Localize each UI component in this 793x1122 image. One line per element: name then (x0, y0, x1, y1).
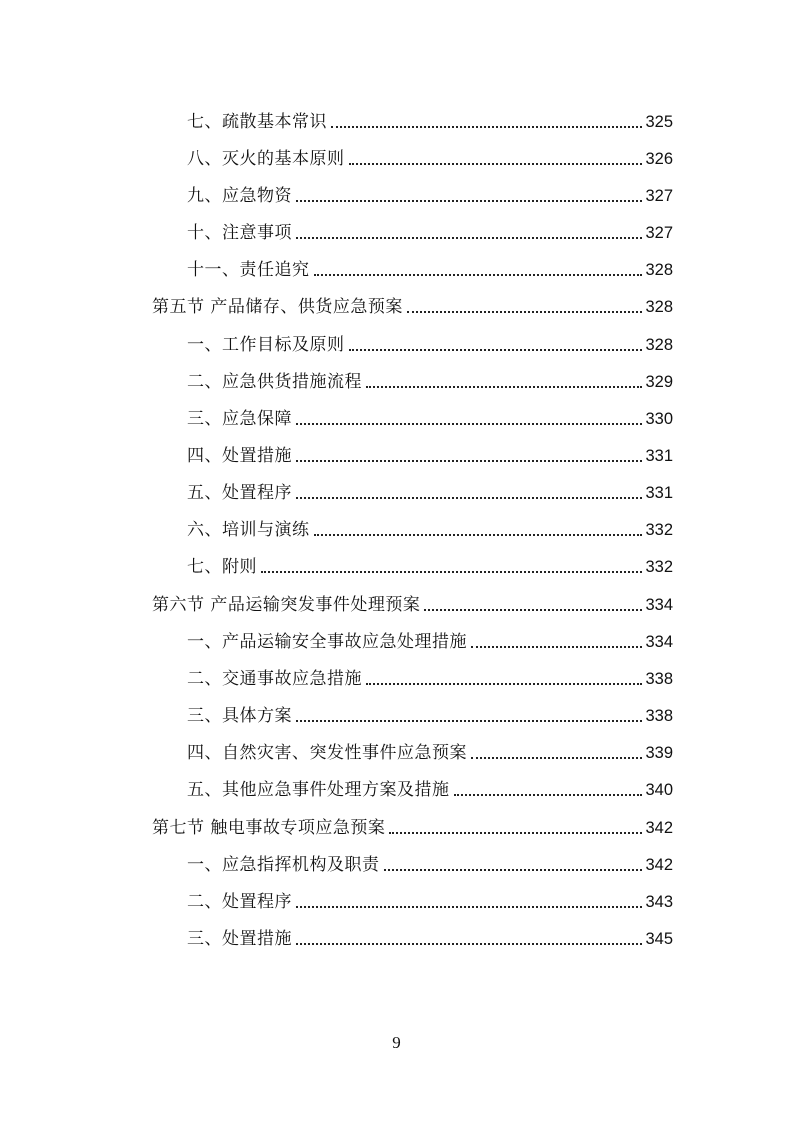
toc-leader-dots (349, 349, 643, 351)
toc-entry-title: 十一、责任追究 (187, 260, 310, 280)
toc-entry[interactable] (0, 177, 793, 207)
toc-entry-page: 328 (645, 298, 673, 316)
toc-leader-dots (454, 794, 643, 796)
toc-entry-page: 327 (645, 224, 673, 242)
toc-entry-title: 十、注意事项 (187, 223, 292, 243)
toc-entry-title: 七、附则 (187, 557, 257, 577)
toc-leader-dots (471, 757, 642, 759)
toc-entry[interactable] (0, 214, 793, 244)
toc-entry[interactable] (0, 846, 793, 876)
toc-entry-title: 八、灭火的基本原则 (187, 149, 345, 169)
toc-entry[interactable] (0, 920, 793, 950)
toc-entry-page: 328 (645, 336, 673, 354)
toc-entry[interactable] (0, 511, 793, 541)
toc-entry-page: 338 (645, 707, 673, 725)
toc-entry[interactable] (0, 548, 793, 578)
toc-leader-dots (296, 906, 642, 908)
toc-entry-page: 343 (645, 893, 673, 911)
toc-leader-dots (296, 497, 642, 499)
toc-entry-page: 325 (645, 113, 673, 131)
toc-entry-title: 二、交通事故应急措施 (187, 669, 362, 689)
toc-entry[interactable] (0, 883, 793, 913)
toc-entry[interactable] (0, 771, 793, 801)
toc-entry[interactable] (0, 437, 793, 467)
toc-entry[interactable] (0, 697, 793, 727)
toc-leader-dots (314, 274, 643, 276)
toc-leader-dots (296, 237, 642, 239)
toc-entry-page: 338 (645, 670, 673, 688)
toc-leader-dots (331, 126, 642, 128)
toc-entry-title: 第七节 触电事故专项应急预案 (152, 818, 386, 838)
toc-entry-page: 331 (645, 484, 673, 502)
toc-entry[interactable] (0, 734, 793, 764)
toc-entry-page: 327 (645, 187, 673, 205)
toc-leader-dots (384, 869, 643, 871)
toc-leader-dots (296, 423, 642, 425)
toc-leader-dots (296, 460, 642, 462)
toc-entry[interactable] (0, 251, 793, 281)
toc-entry-page: 326 (645, 150, 673, 168)
toc-entry[interactable] (0, 363, 793, 393)
toc-entry[interactable] (0, 103, 793, 133)
toc-leader-dots (349, 163, 643, 165)
toc-entry-title: 一、产品运输安全事故应急处理措施 (187, 632, 467, 652)
toc-leader-dots (366, 386, 642, 388)
toc-leader-dots (296, 200, 642, 202)
toc-leader-dots (407, 311, 643, 313)
toc-leader-dots (261, 571, 642, 573)
toc-entry-title: 三、处置措施 (187, 929, 292, 949)
toc-entry-title: 三、具体方案 (187, 706, 292, 726)
toc-entry-title: 四、自然灾害、突发性事件应急预案 (187, 743, 467, 763)
toc-entry-page: 342 (645, 819, 673, 837)
toc-leader-dots (366, 683, 642, 685)
toc-entry-title: 一、应急指挥机构及职责 (187, 855, 380, 875)
toc-leader-dots (389, 832, 642, 834)
toc-entry-title: 九、应急物资 (187, 186, 292, 206)
toc-entry-page: 332 (645, 521, 673, 539)
toc-leader-dots (296, 720, 642, 722)
toc-entry-title: 五、其他应急事件处理方案及措施 (187, 780, 450, 800)
toc-section-entry[interactable] (0, 809, 793, 839)
toc-entry[interactable] (0, 474, 793, 504)
toc-entry-page: 331 (645, 447, 673, 465)
toc-entry-page: 332 (645, 558, 673, 576)
toc-entry-page: 334 (645, 596, 673, 614)
toc-entry[interactable] (0, 660, 793, 690)
toc-entry[interactable] (0, 623, 793, 653)
toc-leader-dots (296, 943, 642, 945)
toc-entry-page: 328 (645, 261, 673, 279)
toc-entry-title: 第六节 产品运输突发事件处理预案 (152, 595, 421, 615)
toc-entry-title: 六、培训与演练 (187, 520, 310, 540)
page-number: 9 (392, 1033, 401, 1052)
toc-entry-title: 七、疏散基本常识 (187, 112, 327, 132)
toc-entry-title: 二、应急供货措施流程 (187, 372, 362, 392)
toc-entry[interactable] (0, 326, 793, 356)
toc-entry-title: 第五节 产品储存、供货应急预案 (152, 297, 403, 317)
toc-entry-page: 342 (645, 856, 673, 874)
toc-leader-dots (471, 646, 642, 648)
toc-entry-page: 345 (645, 930, 673, 948)
toc-section-entry[interactable] (0, 288, 793, 318)
toc-entry-title: 三、应急保障 (187, 409, 292, 429)
toc-entry-page: 339 (645, 744, 673, 762)
toc-entry-title: 二、处置程序 (187, 892, 292, 912)
toc-entry-page: 340 (645, 781, 673, 799)
toc-entry-page: 330 (645, 410, 673, 428)
toc-section-entry[interactable] (0, 586, 793, 616)
toc-entry-page: 329 (645, 373, 673, 391)
toc-entry-page: 334 (645, 633, 673, 651)
toc-entry-title: 五、处置程序 (187, 483, 292, 503)
toc-entry[interactable] (0, 400, 793, 430)
toc-leader-dots (424, 609, 642, 611)
toc-entry[interactable] (0, 140, 793, 170)
toc-entry-title: 四、处置措施 (187, 446, 292, 466)
toc-entry-title: 一、工作目标及原则 (187, 335, 345, 355)
toc-leader-dots (314, 534, 643, 536)
